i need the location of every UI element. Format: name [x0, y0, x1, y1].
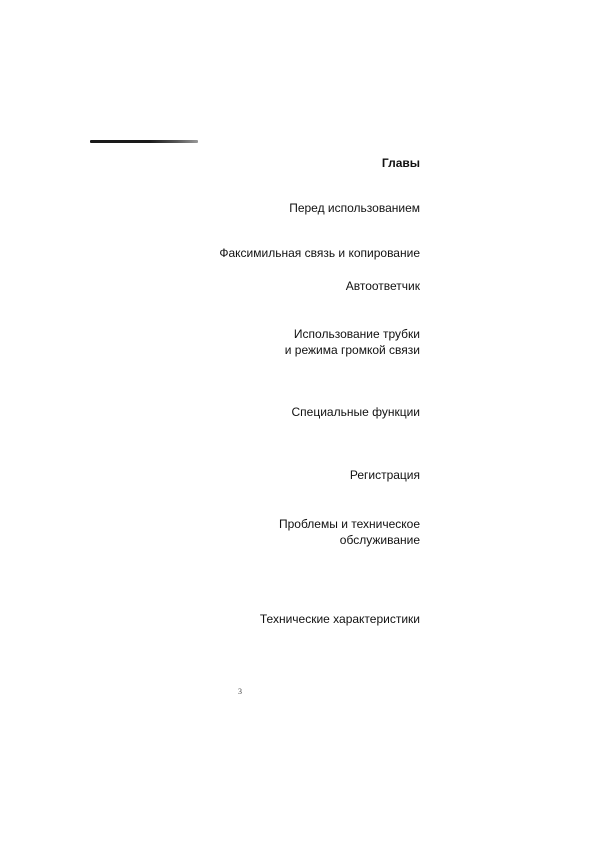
top-rule	[90, 140, 198, 143]
chapter-line: Использование трубки	[293, 327, 420, 341]
chapter-troubleshooting	[279, 516, 420, 548]
chapters-heading: Главы	[381, 156, 420, 170]
chapter-line: и режима громкой связи	[284, 343, 420, 357]
chapter-line: Регистрация	[349, 468, 420, 482]
chapter-handset-speakerphone	[285, 326, 420, 358]
chapter-line: Перед использованием	[289, 201, 420, 215]
chapter-line: Факсимильная связь и копирование	[219, 246, 420, 260]
chapter-line: обслуживание	[339, 533, 420, 547]
chapter-specifications	[260, 611, 420, 627]
chapter-fax-copy	[219, 245, 420, 261]
chapter-before-use	[289, 200, 420, 216]
chapter-line: Технические характеристики	[259, 612, 420, 626]
chapter-line: Автоответчик	[345, 279, 420, 293]
chapter-line: Проблемы и техническое	[279, 517, 420, 531]
chapter-special-functions	[292, 404, 421, 420]
chapter-answering-machine	[346, 278, 420, 294]
page-number: 3	[238, 687, 242, 696]
chapter-line: Специальные функции	[291, 405, 420, 419]
chapter-registration	[350, 467, 420, 483]
